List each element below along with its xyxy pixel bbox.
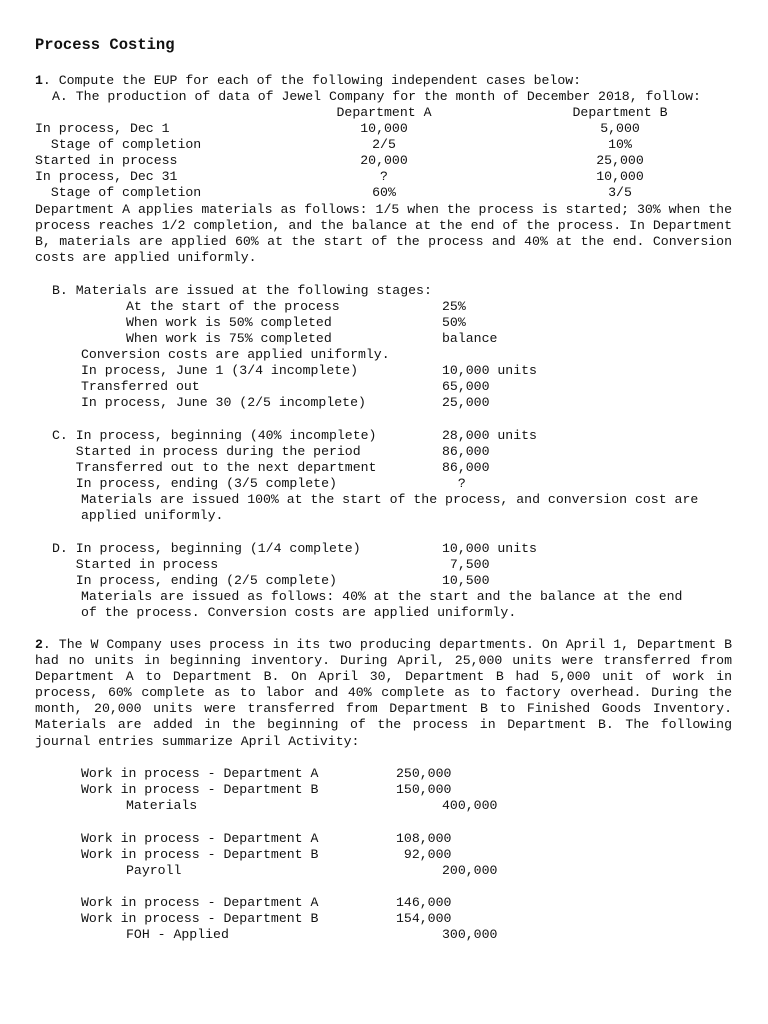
journal-debit-account: Work in process - Department B [81,782,319,797]
row-value: 7,500 [442,557,490,572]
journal-debit-amount: 150,000 [396,782,452,797]
stage-label: When work is 75% completed [126,331,332,346]
journal-debit-amount: 108,000 [396,831,452,846]
table-cell: 2/5 [372,137,396,152]
row-value: 65,000 [442,379,490,394]
stage-value: balance [442,331,498,346]
question-number: 2 [35,637,43,652]
journal-debit-amount: 92,000 [396,847,452,862]
page-title: Process Costing [35,36,175,54]
row-value: 10,000 units [442,363,537,378]
row-label: Started in process [52,557,219,572]
row-label: C. In process, beginning (40% incomplete) [52,428,377,443]
journal-debit-account: Work in process - Department A [81,766,319,781]
stage-label: When work is 50% completed [126,315,332,330]
row-label: D. In process, beginning (1/4 complete) [52,541,361,556]
table-row-label: Stage of completion [35,137,202,152]
case-d-note-line-1: Materials are issued as follows: 40% at the start and the balance at the end [81,589,683,604]
row-value: 86,000 [442,460,490,475]
row-value: 28,000 units [442,428,537,443]
question-2-text [35,637,732,750]
table-row-label: In process, Dec 1 [35,121,170,136]
question-number: 1 [35,73,43,88]
case-a-note: Department A applies materials as follows: 1/5 when the process is started; 30% when the process reaches 1/2 completion, and the balance at the end of the process. In Department B, materials are applied 60% at the start of the process and 40% at the end. Conversion costs are applied uniformly. [35,202,732,266]
table-cell: 10,000 [360,121,408,136]
stage-value: 50% [442,315,466,330]
table-cell: 25,000 [596,153,644,168]
table-row-label: Stage of completion [35,185,202,200]
journal-debit-amount: 154,000 [396,911,452,926]
row-label: In process, June 30 (2/5 incomplete) [81,395,366,410]
table-cell: ? [380,169,388,184]
journal-debit-amount: 146,000 [396,895,452,910]
journal-credit-account: Materials [126,798,198,813]
row-value: 86,000 [442,444,490,459]
table-cell: 20,000 [360,153,408,168]
question-1-intro [35,73,581,89]
journal-credit-amount: 300,000 [442,927,498,942]
table-cell: 3/5 [608,185,632,200]
table-row-label: In process, Dec 31 [35,169,178,184]
table-cell: 5,000 [600,121,640,136]
table-cell: 60% [372,185,396,200]
question-text: . Compute the EUP for each of the following independent cases below: [42,73,582,88]
stage-value: 25% [442,299,466,314]
row-label: Transferred out [81,379,200,394]
table-cell: 10,000 [596,169,644,184]
row-label: In process, ending (3/5 complete) [52,476,337,491]
row-label: Transferred out to the next department [52,460,377,475]
row-value: 10,500 [442,573,490,588]
column-header-department-b: Department B [572,105,668,120]
table-row-label: Started in process [35,153,178,168]
row-label: In process, June 1 (3/4 incomplete) [81,363,358,378]
case-c-note-line-1: Materials are issued 100% at the start of the process, and conversion cost are [81,492,699,507]
column-header-department-a: Department A [336,105,432,120]
question-body: . The W Company uses process in its two producing departments. On April 1, Department B had no units in beginning inventory. During April, 25,000 units were transferred from Department A to Department B. On April 30, Department B had 5,000 unit of work in process, 60% complete as to labor and 40% complete as to factory overhead. During the month, 20,000 units were transferred from Department B to Finished Goods Inventory. Materials are added in the beginning of the process in Department B. The following journal entries summarize April Activity: [35,637,732,749]
journal-debit-amount: 250,000 [396,766,452,781]
table-cell: 10% [608,137,632,152]
journal-credit-amount: 200,000 [442,863,498,878]
stage-label: At the start of the process [126,299,340,314]
row-label: Started in process during the period [52,444,361,459]
case-b-conversion-note: Conversion costs are applied uniformly. [81,347,390,362]
row-value: ? [442,476,466,491]
row-value: 10,000 units [442,541,537,556]
row-value: 25,000 [442,395,490,410]
journal-credit-account: FOH - Applied [126,927,229,942]
case-b-intro: B. Materials are issued at the following stages: [52,283,432,298]
case-c-note-line-2: applied uniformly. [81,508,224,523]
journal-debit-account: Work in process - Department A [81,895,319,910]
journal-credit-amount: 400,000 [442,798,498,813]
journal-debit-account: Work in process - Department B [81,911,319,926]
case-d-note-line-2: of the process. Conversion costs are applied uniformly. [81,605,517,620]
row-label: In process, ending (2/5 complete) [52,573,337,588]
journal-credit-account: Payroll [126,863,182,878]
case-a-intro: A. The production of data of Jewel Company for the month of December 2018, follow: [52,89,701,104]
journal-debit-account: Work in process - Department B [81,847,319,862]
journal-debit-account: Work in process - Department A [81,831,319,846]
